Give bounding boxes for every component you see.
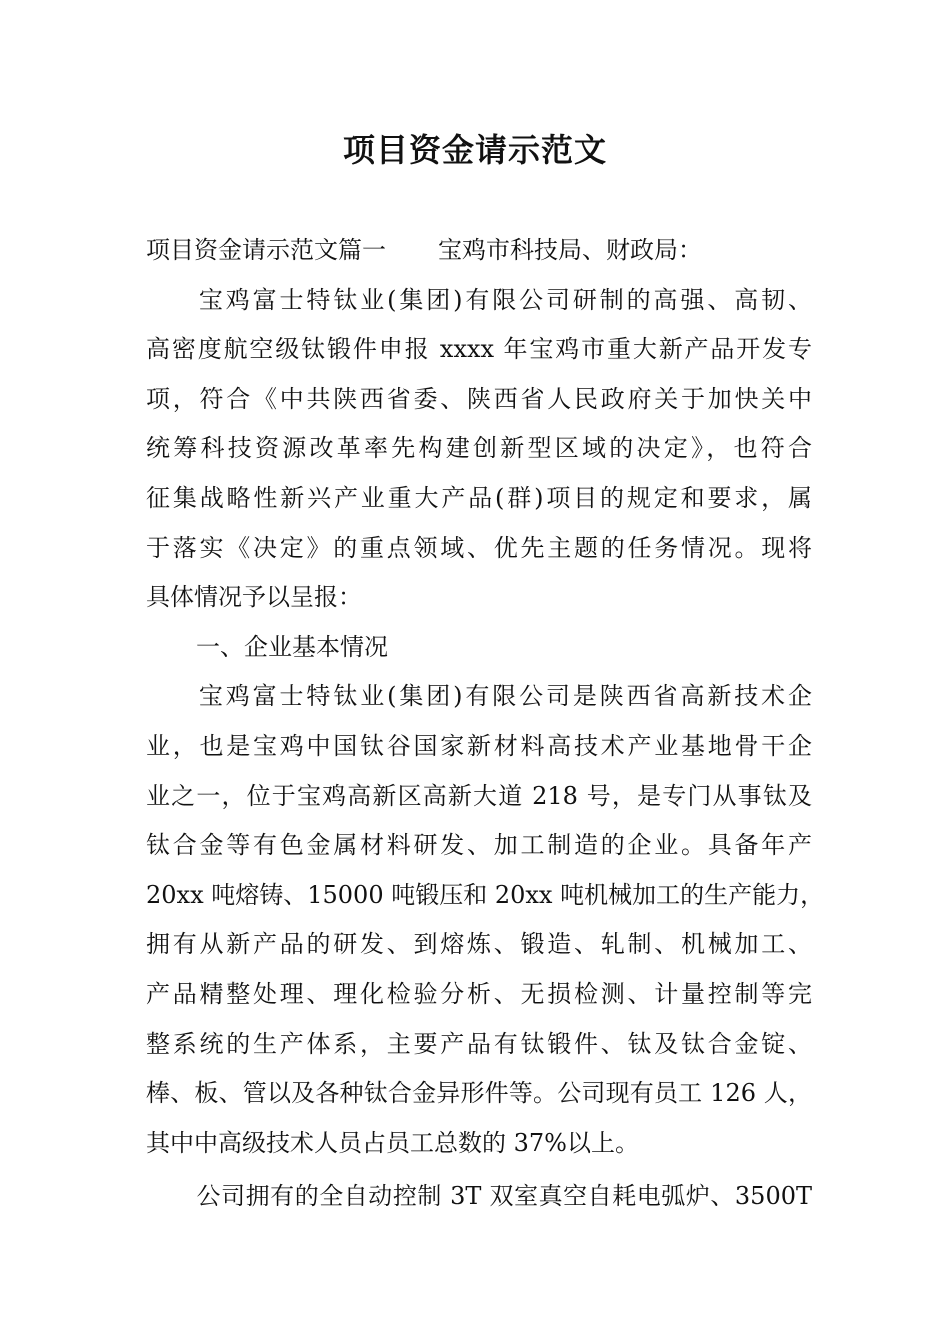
text-line: 高密度航空级钛锻件申报 xxxx 年宝鸡市重大新产品开发专 bbox=[146, 335, 812, 364]
text-line: 于落实《决定》的重点领域、优先主题的任务情况。现将 bbox=[146, 533, 812, 562]
article-heading: 项目资金请示范文篇一 bbox=[146, 236, 386, 264]
section-heading-1 bbox=[146, 623, 812, 673]
section-heading-text: 一、企业基本情况 bbox=[196, 632, 388, 661]
text-line-content: 宝鸡富士特钛业(集团)有限公司是陕西省高新技术企 bbox=[196, 682, 812, 711]
salutation-row bbox=[146, 226, 812, 276]
text-line: 业，也是宝鸡中国钛谷国家新材料高技术产业基地骨干企 bbox=[146, 731, 812, 760]
text-line: 棒、板、管以及各种钛合金异形件等。公司现有员工 126 人， bbox=[146, 1079, 812, 1108]
text-line bbox=[146, 1172, 812, 1222]
text-line: 拥有从新产品的研发、到熔炼、锻造、轧制、机械加工、 bbox=[146, 930, 812, 959]
text-line: 20xx 吨熔铸、15000 吨锻压和 20xx 吨机械加工的生产能力， bbox=[146, 880, 825, 909]
salutation-line bbox=[146, 226, 812, 276]
text-line: 统筹科技资源改革率先构建创新型区域的决定》，也符合 bbox=[146, 434, 812, 463]
text-line bbox=[146, 672, 812, 722]
document-title: 项目资金请示范文 bbox=[342, 131, 607, 169]
text-line bbox=[146, 276, 812, 326]
text-line: 整系统的生产体系，主要产品有钛锻件、钛及钛合金锭、 bbox=[146, 1029, 812, 1058]
text-line: 业之一，位于宝鸡高新区高新大道 218 号，是专门从事钛及 bbox=[146, 781, 812, 810]
paragraph-equipment bbox=[146, 1172, 812, 1222]
text-line bbox=[146, 623, 812, 673]
text-line: 产品精整处理、理化检验分析、无损检测、计量控制等完 bbox=[146, 979, 812, 1008]
text-line: 具体情况予以呈报： bbox=[146, 583, 362, 612]
text-line: 其中中高级技术人员占员工总数的 37%以上。 bbox=[146, 1128, 639, 1157]
text-line: 项，符合《中共陕西省委、陕西省人民政府关于加快关中 bbox=[146, 384, 812, 413]
text-line: 征集战略性新兴产业重大产品(群)项目的规定和要求，属 bbox=[146, 483, 812, 512]
paragraph-intro bbox=[146, 276, 812, 623]
paragraph-company bbox=[146, 672, 825, 1168]
text-line-content: 公司拥有的全自动控制 3T 双室真空自耗电弧炉、3500T bbox=[196, 1182, 812, 1211]
text-line: 钛合金等有色金属材料研发、加工制造的企业。具备年产 bbox=[146, 831, 812, 860]
addressee: 宝鸡市科技局、财政局： bbox=[438, 236, 702, 264]
document-body bbox=[146, 226, 825, 1222]
text-line-content: 宝鸡富士特钛业(集团)有限公司研制的高强、高韧、 bbox=[196, 285, 812, 314]
